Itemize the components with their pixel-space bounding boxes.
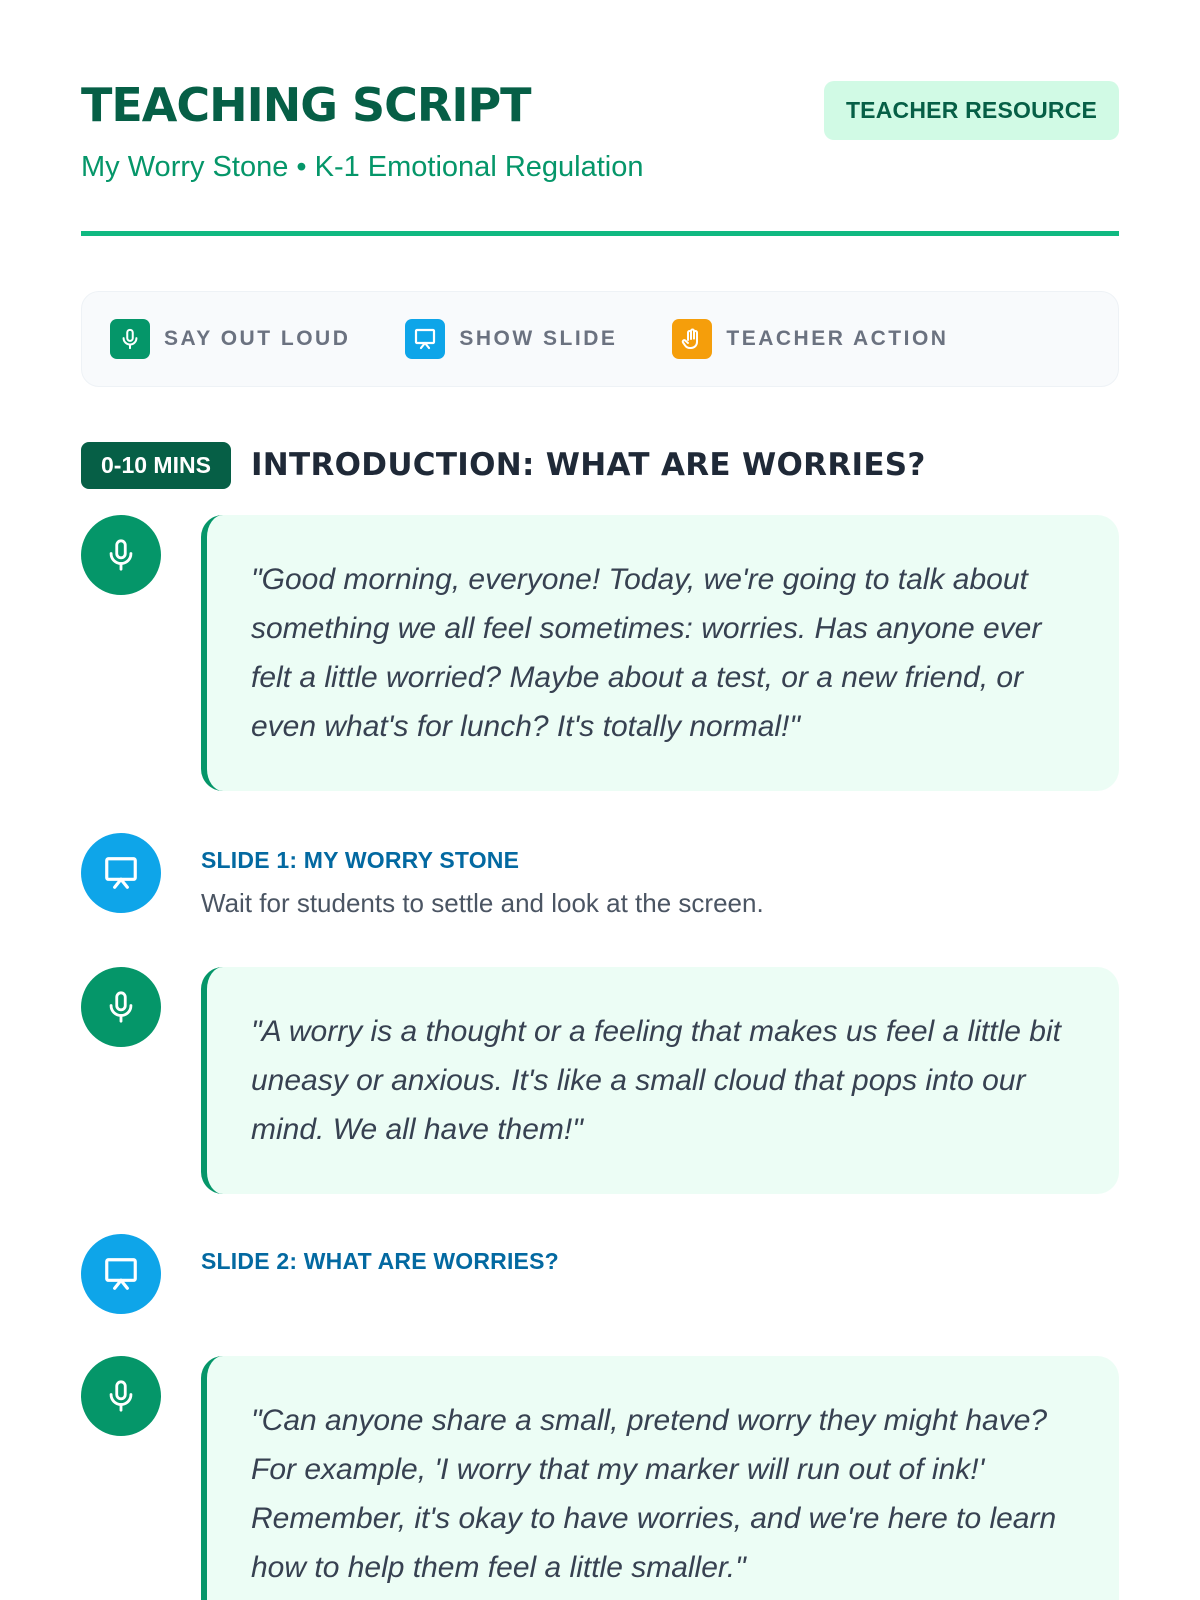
microphone-icon [110, 319, 150, 359]
speech-bubble: "Can anyone share a small, pretend worry they might have? For example, 'I worry that my marker will run out of ink!' Remember, it's okay to have worries, and we're here to learn how to help them feel a little smaller." [201, 1356, 1119, 1600]
legend-label: TEACHER ACTION [726, 327, 949, 350]
slide-title: SLIDE 2: WHAT ARE WORRIES? [201, 1248, 559, 1274]
time-badge: 0-10 MINS [81, 442, 231, 489]
legend-item-show-slide [405, 319, 617, 359]
speech-bubble: "Good morning, everyone! Today, we're going to talk about something we all feel sometimes: worries. Has anyone ever felt a little worried? Maybe about a test, or a new friend, or even what's for lunch? It's totally normal!" [201, 515, 1119, 791]
page-title: TEACHING SCRIPT [81, 78, 531, 132]
slide-title: SLIDE 1: MY WORRY STONE [201, 847, 520, 873]
page-header [81, 0, 1119, 236]
microphone-icon [81, 1356, 161, 1436]
presentation-icon [81, 1234, 161, 1314]
script-step-slide [81, 833, 1119, 941]
legend-bar [81, 291, 1119, 387]
speech-bubble: "A worry is a thought or a feeling that makes us feel a little bit uneasy or anxious. It's like a small cloud that pops into our mind. We all have them!" [201, 967, 1119, 1194]
legend-item-teacher-action [672, 319, 948, 359]
microphone-icon [81, 515, 161, 595]
teacher-resource-badge: TEACHER RESOURCE [824, 81, 1119, 140]
presentation-icon [81, 833, 161, 913]
hand-icon [672, 319, 712, 359]
slide-note: Wait for students to settle and look at the screen. [201, 888, 764, 918]
presentation-icon [405, 319, 445, 359]
script-step-say [81, 1356, 1119, 1600]
legend-item-say-out-loud [110, 319, 350, 359]
page-subtitle: My Worry Stone • K-1 Emotional Regulation [81, 151, 644, 183]
section-title: INTRODUCTION: WHAT ARE WORRIES? [250, 447, 926, 483]
legend-label: SAY OUT LOUD [164, 327, 351, 350]
microphone-icon [81, 967, 161, 1047]
script-step-say [81, 967, 1119, 1194]
legend-label: SHOW SLIDE [459, 327, 618, 350]
script-step-slide [81, 1234, 1119, 1314]
script-step-say [81, 515, 1119, 791]
section-header [81, 441, 1119, 489]
